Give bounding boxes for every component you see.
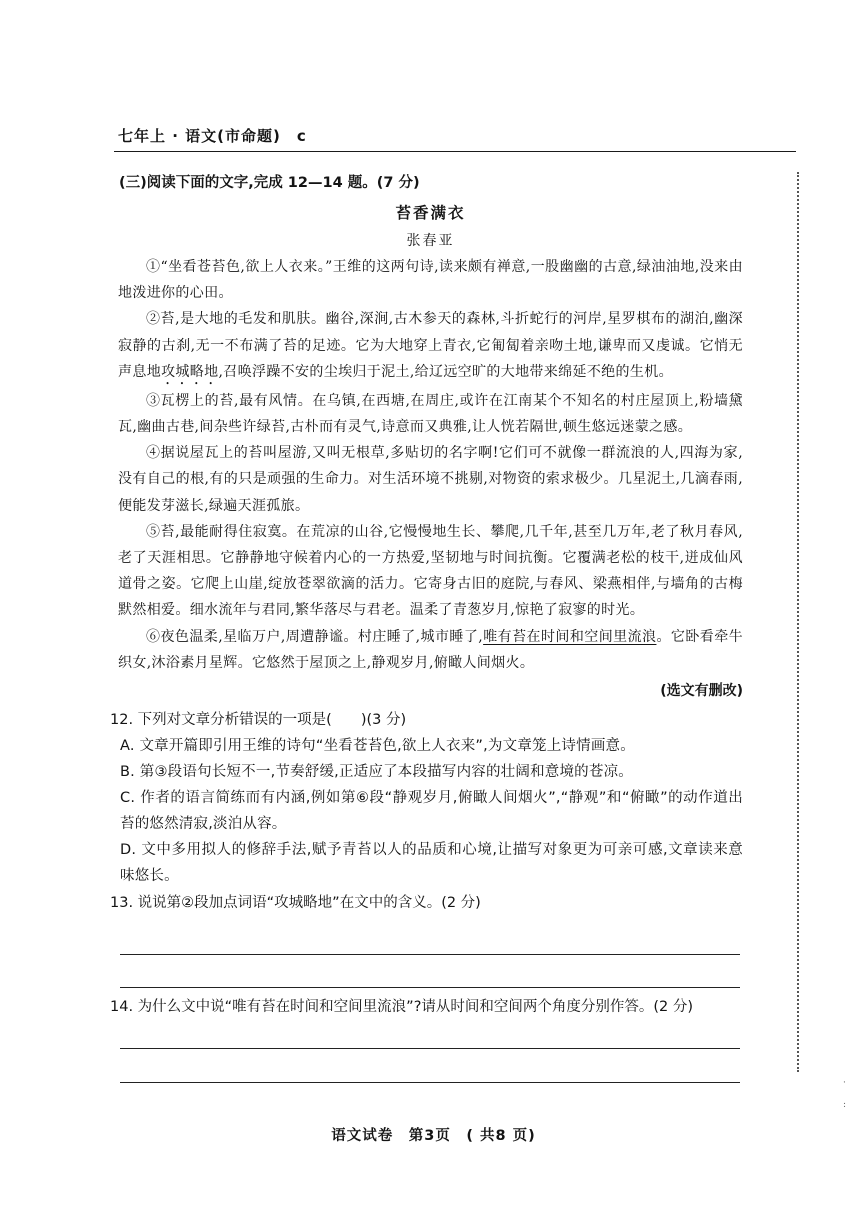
underlined-sentence: 唯有苔在时间和空间里流浪 (483, 628, 657, 645)
edge-mark: · (843, 1078, 846, 1088)
paragraph-3: ③瓦楞上的苔,最有风情。在乌镇,在西塘,在周庄,或许在江南某个不知名的村庄屋顶上,粉墙黛瓦,幽曲古巷,间杂些许绿苔,古朴而有灵气,诗意而又典雅,让人恍若隔世,顿生悠远迷蒙之感。 (118, 392, 743, 436)
paragraph-6-text-b: 。它卧看牵牛织女,沐浴素月星辉。它悠然于屋顶之上,静观岁月,俯瞰人间烟火。 (118, 628, 743, 671)
paragraph-2-text-b: ,召唤浮躁不安的尘埃归于泥土,给辽远空旷的大地带来绵延不绝的生机。 (218, 363, 673, 380)
option-b: B. 第③段语句长短不一,节奏舒缓,正适应了本段描写内容的壮阔和意境的苍凉。 (120, 764, 633, 781)
option-c: C. 作者的语言简练而有内涵,例如第⑥段“静观岁月,俯瞰人间烟火”,“静观”和“俯瞰”的动作道出苔的悠然清寂,淡泊从容。 (120, 790, 743, 833)
edit-note: (选文有删改) (660, 683, 743, 700)
main-content (110, 170, 743, 1083)
answer-line[interactable] (120, 1082, 740, 1083)
question-12-stem: 12. 下列对文章分析错误的一项是( )(3 分) (110, 712, 407, 729)
question-13-stem: 13. 说说第②段加点词语“攻城略地”在文中的含义。(2 分) (110, 895, 481, 912)
question-13 (110, 890, 743, 988)
header-title: 七年上 · 语文(市命题) c (118, 127, 307, 145)
paragraph-6 (118, 624, 743, 676)
question-14 (110, 994, 743, 1083)
paragraph-2-text-a: ②苔,是大地的毛发和肌肤。幽谷,深涧,古木参天的森林,斗折蛇行的河岸,星罗棋布的湖泊,幽深寂静的古刹,无一不布满了苔的足迹。它为大地穿上青衣,它匍匐着亲吻土地,谦卑而又虔诚。它悄无声息地 (118, 311, 743, 380)
section-heading: (三)阅读下面的文字,完成 12—14 题。(7 分) (119, 175, 420, 191)
question-14-stem: 14. 为什么文中说“唯有苔在时间和空间里流浪”?请从时间和空间两个角度分别作答。(2 分) (110, 999, 694, 1016)
paragraph-6-text-a: ⑥夜色温柔,星临万户,周遭静谧。村庄睡了,城市睡了, (146, 628, 484, 645)
article-title: 苔香满衣 (395, 204, 466, 222)
question-12 (110, 707, 743, 889)
dotted-phrase: 攻城略地 (161, 363, 219, 380)
edge-mark: : (843, 1100, 847, 1110)
paragraph-5: ⑤苔,最能耐得住寂寞。在荒凉的山谷,它慢慢地生长、攀爬,几千年,甚至几万年,老了秋月春风,老了天涯相思。它静静地守候着内心的一方热爱,坚韧地与时间抗衡。它覆满老松的枝干,迸成仙风道骨之姿。它爬上山崖,绽放苍翠欲滴的活力。它寄身古旧的庭院,与春风、梁燕相伴,与墙角的古梅默然相爱。细水流年与君同,繁华落尽与君老。温柔了青葱岁月,惊艳了寂寥的时光。 (118, 523, 743, 619)
binding-dotted-line (797, 172, 799, 1072)
option-d: D. 文中多用拟人的修辞手法,赋予青苔以人的品质和心境,让描写对象更为可亲可感,文章读来意味悠长。 (120, 842, 743, 885)
paragraph-4: ④据说屋瓦上的苔叫屋游,又叫无根草,多贴切的名字啊!它们可不就像一群流浪的人,四海为家,没有自己的根,有的只是顽强的生命力。对生活环境不挑剔,对物资的索求极少。几星泥土,几滴春雨,便能发芽滋长,绿遍天涯孤旅。 (118, 445, 743, 514)
paragraph-2 (118, 306, 743, 387)
header-divider (114, 151, 796, 152)
option-a: A. 文章开篇即引用王维的诗句“坐看苍苔色,欲上人衣来”,为文章笼上诗情画意。 (120, 738, 635, 755)
page-footer: 语文试卷 第3页 ( 共8 页) (331, 1128, 536, 1144)
article-author: 张春亚 (406, 233, 455, 249)
answer-line[interactable] (120, 987, 740, 988)
paragraph-1: ①“坐看苍苔色,欲上人衣来。”王维的这两句诗,读来颇有禅意,一股幽幽的古意,绿油油地,没来由地泼进你的心田。 (118, 259, 743, 302)
